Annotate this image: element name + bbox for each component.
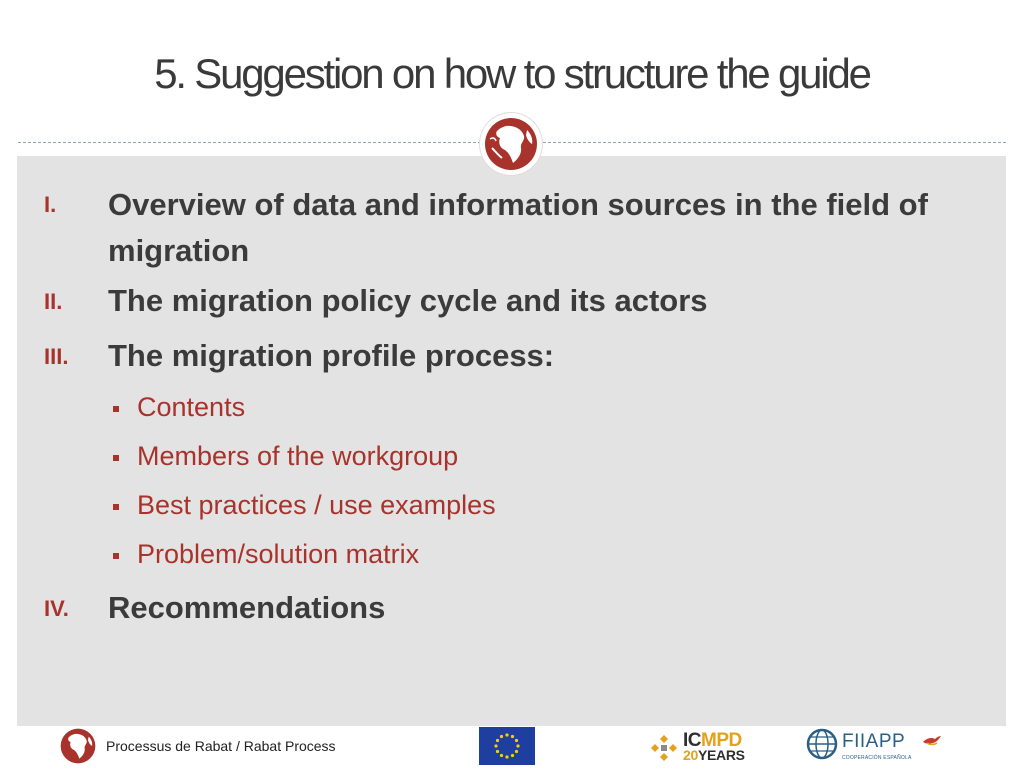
- outline-text: The migration policy cycle and its actors: [108, 283, 708, 318]
- square-bullet-icon: [113, 455, 119, 461]
- square-bullet-icon: [113, 504, 119, 510]
- footer: [0, 726, 1024, 768]
- outline-numeral: IV.: [44, 596, 69, 621]
- slide-title: 5. Suggestion on how to structure the guide: [154, 50, 870, 97]
- fiiapp-logo: [806, 726, 946, 768]
- fiiapp-name: FIIAPP: [842, 731, 906, 752]
- outline-subitem-text: Problem/solution matrix: [137, 539, 420, 569]
- icmpd-ic: IC: [683, 730, 701, 751]
- fiiapp-subtitle: COOPERACIÓN ESPAÑOLA: [842, 755, 912, 761]
- globe-africa-icon: [60, 728, 96, 764]
- outline-text: Overview of data and information sources in the field of migration: [108, 187, 928, 268]
- content-panel: [17, 156, 1006, 726]
- outline-subitem-text: Members of the workgroup: [137, 441, 459, 471]
- outline-text: Recommendations: [108, 590, 386, 625]
- icmpd-cross-icon: [650, 734, 678, 762]
- bird-icon: [922, 734, 942, 748]
- icmpd-logo: [650, 728, 750, 766]
- square-bullet-icon: [113, 406, 119, 412]
- icmpd-20: 20: [683, 747, 698, 763]
- outline-text: The migration profile process:: [108, 338, 555, 373]
- outline-subitem-text: Best practices / use examples: [137, 490, 496, 520]
- square-bullet-icon: [113, 553, 119, 559]
- eu-flag-icon: [479, 727, 535, 765]
- outline-numeral: III.: [44, 344, 69, 369]
- fiiapp-globe-icon: [806, 728, 838, 760]
- outline-subitem-text: Contents: [137, 392, 246, 422]
- outline-numeral: II.: [44, 289, 63, 314]
- icmpd-years: YEARS: [697, 747, 745, 763]
- globe-africa-icon: [480, 113, 542, 175]
- icmpd-mpd: MPD: [701, 730, 742, 751]
- outline-numeral: I.: [44, 192, 57, 217]
- footer-process-name: Processus de Rabat / Rabat Process: [106, 738, 336, 754]
